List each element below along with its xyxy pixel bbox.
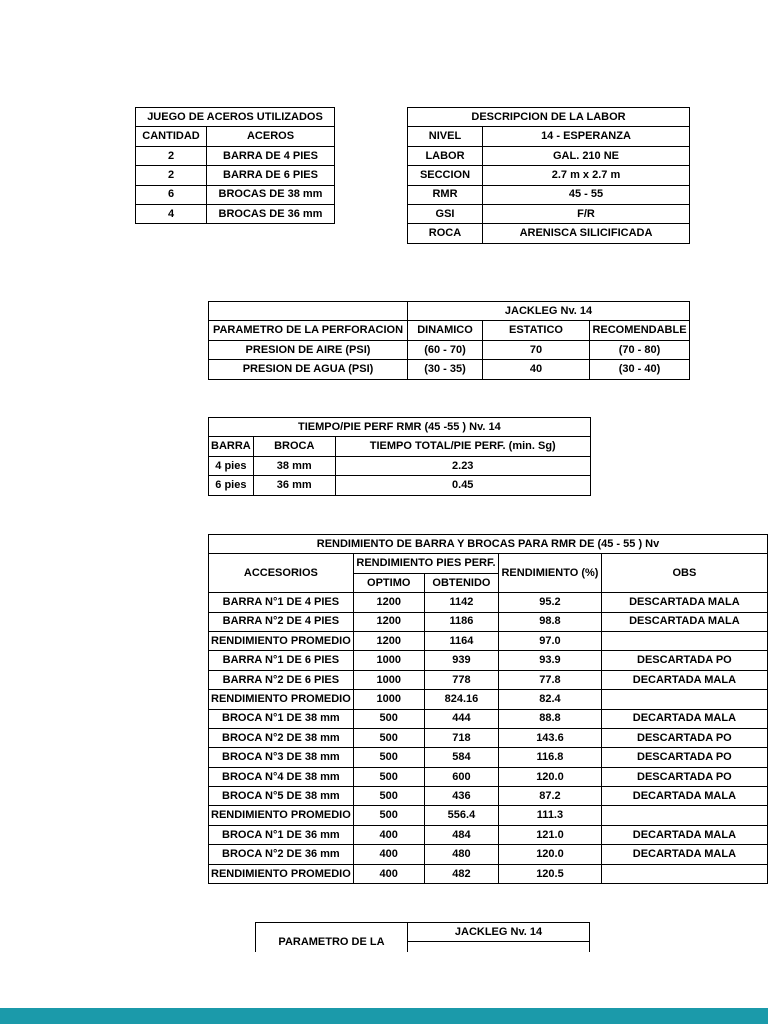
cell-cantidad: 4 [136,204,207,223]
cell-acero: BARRA DE 4 PIES [207,146,335,165]
rendimiento-table [208,534,768,884]
cell-observacion: DESCARTADA PO [601,767,767,786]
cell-pct: 111.3 [499,806,602,825]
cell-accesorio: RENDIMIENTO PROMEDIO [209,864,354,883]
cell-optimo: 500 [353,787,424,806]
cell-observacion: DECARTADA MALA [601,845,767,864]
col-header-aceros: ACEROS [207,127,335,146]
row-label: NIVEL [408,127,483,146]
row-label: ROCA [408,224,483,243]
cell-pct: 87.2 [499,787,602,806]
cell-optimo: 500 [353,767,424,786]
col-header-recomendable: RECOMENDABLE [590,321,690,340]
cell-obtenido: 484 [424,825,498,844]
cell-recomendable: (70 - 80) [590,340,690,359]
cell-observacion [601,690,767,709]
col-header-barra: BARRA [209,437,254,456]
cell-observacion: DESCARTADA PO [601,748,767,767]
row-label: PRESION DE AGUA (PSI) [209,360,408,379]
cell-pct: 97.0 [499,631,602,650]
cell-obtenido: 584 [424,748,498,767]
cell-observacion: DESCARTADA MALA [601,593,767,612]
cell-pct: 93.9 [499,651,602,670]
cell-pct: 120.0 [499,845,602,864]
cell-accesorio: BROCA N°2 DE 36 mm [209,845,354,864]
cell-obtenido: 436 [424,787,498,806]
cell-observacion: DECARTADA MALA [601,670,767,689]
cell-accesorio: BROCA N°2 DE 38 mm [209,728,354,747]
spacer-cell [209,302,408,321]
cell-pct: 95.2 [499,593,602,612]
cell-cantidad: 2 [136,146,207,165]
tiempo-pie-title: TIEMPO/PIE PERF RMR (45 -55 ) Nv. 14 [209,418,591,437]
cell-broca: 38 mm [253,456,335,475]
cell-optimo: 500 [353,748,424,767]
cell-dinamico: (60 - 70) [408,340,483,359]
cell-estatico: 40 [483,360,590,379]
cell-optimo: 1200 [353,612,424,631]
row-value: F/R [483,204,690,223]
cell-acero: BROCAS DE 36 mm [207,204,335,223]
cell-pct: 121.0 [499,825,602,844]
cell-accesorio: BARRA N°2 DE 4 PIES [209,612,354,631]
row-value: ARENISCA SILICIFICADA [483,224,690,243]
row-value: 45 - 55 [483,185,690,204]
cell-estatico: 70 [483,340,590,359]
corner-header: PARAMETRO DE LA PERFORACION [209,321,408,340]
cell-pct: 143.6 [499,728,602,747]
cell-pct: 116.8 [499,748,602,767]
col-header-pies-perf: RENDIMIENTO PIES PERF. [353,554,498,573]
col-header-observaciones: OBS [601,554,767,593]
col-header-estatico: ESTATICO [483,321,590,340]
cell-accesorio: BARRA N°1 DE 4 PIES [209,593,354,612]
cell-acero: BROCAS DE 38 mm [207,185,335,204]
cell-obtenido: 480 [424,845,498,864]
cell-accesorio: BROCA N°4 DE 38 mm [209,767,354,786]
cell-barra: 6 pies [209,476,254,495]
cell-obtenido: 600 [424,767,498,786]
cell-obtenido: 556.4 [424,806,498,825]
cell-accesorio: BARRA N°2 DE 6 PIES [209,670,354,689]
row-label: GSI [408,204,483,223]
cell-pct: 88.8 [499,709,602,728]
cell-observacion: DECARTADA MALA [601,787,767,806]
cell-observacion [601,631,767,650]
cell-optimo: 400 [353,864,424,883]
cell-pct: 120.0 [499,767,602,786]
tabla-inferior [255,922,595,952]
col-header-tiempo: TIEMPO TOTAL/PIE PERF. (min. Sg) [335,437,590,456]
col-header-obtenido: OBTENIDO [424,573,498,592]
cell-pct: 98.8 [499,612,602,631]
cell-observacion: DECARTADA MALA [601,825,767,844]
cell-obtenido: 824.16 [424,690,498,709]
cell-obtenido: 482 [424,864,498,883]
cell-accesorio: RENDIMIENTO PROMEDIO [209,631,354,650]
corner-header: PARAMETRO DE LA [256,923,408,953]
cell-optimo: 400 [353,845,424,864]
col-header-broca: BROCA [253,437,335,456]
cell-accesorio: BROCA N°1 DE 36 mm [209,825,354,844]
cell-optimo: 1200 [353,593,424,612]
cell-optimo: 1000 [353,651,424,670]
cell-broca: 36 mm [253,476,335,495]
cell-optimo: 500 [353,709,424,728]
cell-acero: BARRA DE 6 PIES [207,166,335,185]
juego-aceros-title: JUEGO DE ACEROS UTILIZADOS [136,108,335,127]
cell-optimo: 500 [353,728,424,747]
row-label: RMR [408,185,483,204]
juego-aceros-table [135,107,335,224]
descripcion-labor-table [407,107,690,244]
cell-dinamico: (30 - 35) [408,360,483,379]
jackleg-group-header: JACKLEG Nv. 14 [408,302,690,321]
row-value: GAL. 210 NE [483,146,690,165]
col-header-accesorios: ACCESORIOS [209,554,354,593]
cell-pct: 120.5 [499,864,602,883]
cell-optimo: 1000 [353,670,424,689]
cell-tiempo: 2.23 [335,456,590,475]
tiempo-pie-table [208,417,591,496]
cell-observacion: DESCARTADA PO [601,728,767,747]
cell-optimo: 1200 [353,631,424,650]
cell-obtenido: 444 [424,709,498,728]
cell-observacion: DESCARTADA PO [601,651,767,670]
cell-obtenido: 1186 [424,612,498,631]
cell-accesorio: RENDIMIENTO PROMEDIO [209,806,354,825]
cell-optimo: 400 [353,825,424,844]
row-value: 14 - ESPERANZA [483,127,690,146]
descripcion-labor-title: DESCRIPCION DE LA LABOR [408,108,690,127]
col-header-rendimiento-pct: RENDIMIENTO (%) [499,554,602,593]
row-label: LABOR [408,146,483,165]
cell-accesorio: BROCA N°5 DE 38 mm [209,787,354,806]
cell-accesorio: BROCA N°1 DE 38 mm [209,709,354,728]
cell-observacion: DESCARTADA MALA [601,612,767,631]
cell-cantidad: 6 [136,185,207,204]
cell-cantidad: 2 [136,166,207,185]
cell-recomendable: (30 - 40) [590,360,690,379]
cell-pct: 77.8 [499,670,602,689]
col-header-cantidad: CANTIDAD [136,127,207,146]
empty-cell [408,942,590,952]
cell-observacion: DECARTADA MALA [601,709,767,728]
cell-accesorio: BARRA N°1 DE 6 PIES [209,651,354,670]
col-header-optimo: OPTIMO [353,573,424,592]
cell-observacion [601,864,767,883]
cell-obtenido: 1164 [424,631,498,650]
cell-obtenido: 718 [424,728,498,747]
cell-obtenido: 1142 [424,593,498,612]
col-header-dinamico: DINAMICO [408,321,483,340]
row-label: SECCION [408,166,483,185]
cell-obtenido: 778 [424,670,498,689]
cell-pct: 82.4 [499,690,602,709]
row-value: 2.7 m x 2.7 m [483,166,690,185]
jackleg-group-header: JACKLEG Nv. 14 [408,923,590,942]
rendimiento-title: RENDIMIENTO DE BARRA Y BROCAS PARA RMR DE (45 - 55 ) Nv [209,535,768,554]
cell-accesorio: BROCA N°3 DE 38 mm [209,748,354,767]
cell-observacion [601,806,767,825]
cell-barra: 4 pies [209,456,254,475]
cell-optimo: 500 [353,806,424,825]
cell-obtenido: 939 [424,651,498,670]
row-label: PRESION DE AIRE (PSI) [209,340,408,359]
cell-tiempo: 0.45 [335,476,590,495]
parametros-perforacion-table [208,301,690,380]
cell-optimo: 1000 [353,690,424,709]
cell-accesorio: RENDIMIENTO PROMEDIO [209,690,354,709]
viewer-footer-bar [0,1008,768,1024]
